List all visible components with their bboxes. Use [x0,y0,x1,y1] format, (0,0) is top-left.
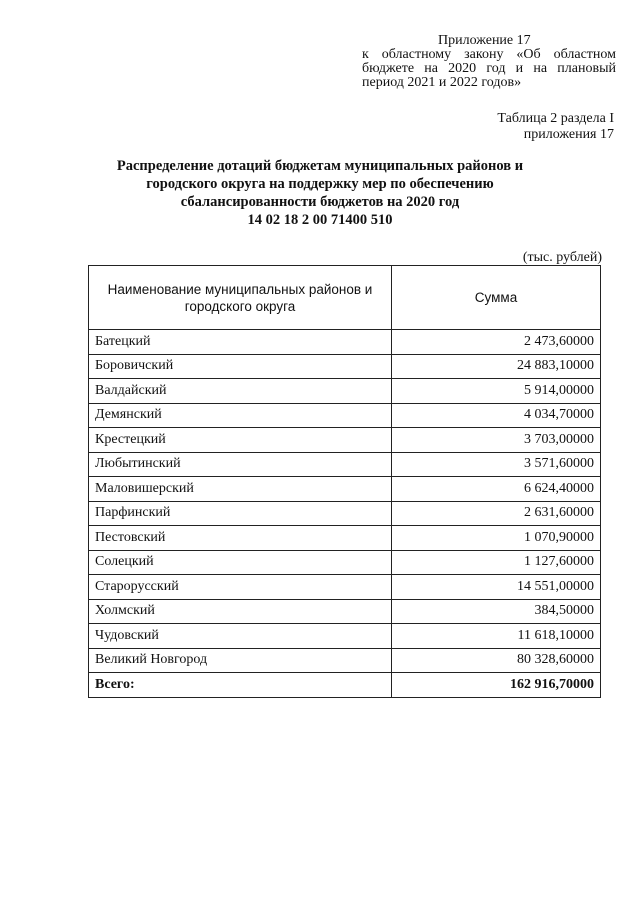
subsidies-table [88,265,601,698]
district-name: Крестецкий [89,428,392,453]
district-sum: 2 631,60000 [392,501,601,526]
table-row [89,501,601,526]
district-sum: 14 551,00000 [392,575,601,600]
total-row [89,673,601,698]
total-sum: 162 916,70000 [392,673,601,698]
district-name: Солецкий [89,550,392,575]
district-name: Батецкий [89,330,392,355]
district-name: Чудовский [89,624,392,649]
title-line: сбалансированности бюджетов на 2020 год [180,194,460,210]
district-sum: 2 473,60000 [392,330,601,355]
district-sum: 5 914,00000 [392,379,601,404]
district-sum: 4 034,70000 [392,403,601,428]
title-line: Распределение дотаций бюджетам муниципальных районов и [116,158,524,174]
district-sum: 1 070,90000 [392,526,601,551]
document-title [100,157,540,229]
budget-classification-code: 14 02 18 2 00 71400 510 [247,212,393,228]
district-sum: 1 127,60000 [392,550,601,575]
table-row [89,599,601,624]
table-row [89,452,601,477]
table-row [89,428,601,453]
table-row [89,330,601,355]
district-name: Валдайский [89,379,392,404]
district-name: Пестовский [89,526,392,551]
table-reference [497,111,614,143]
table-row [89,526,601,551]
district-sum: 6 624,40000 [392,477,601,502]
district-sum: 24 883,10000 [392,354,601,379]
district-sum: 3 571,60000 [392,452,601,477]
appendix-law-reference: к областному закону «Об областном бюджете на 2020 год и на плановый период 2021 и 2022 годов» [362,47,616,90]
table-row [89,477,601,502]
total-label: Всего: [89,673,392,698]
title-line: городского округа на поддержку мер по обеспечению [146,176,494,192]
district-name: Маловишерский [89,477,392,502]
appendix-number: Приложение 17 [438,33,531,48]
column-header-name: Наименование муниципальных районов и городского округа [89,266,392,330]
appendix-header [362,34,616,90]
district-name: Любытинский [89,452,392,477]
table-row [89,648,601,673]
district-name: Демянский [89,403,392,428]
district-sum: 11 618,10000 [392,624,601,649]
units-label: (тыс. рублей) [522,250,602,265]
table-row [89,379,601,404]
column-header-sum: Сумма [392,266,601,330]
table-reference-line2: приложения 17 [523,127,614,142]
district-name: Парфинский [89,501,392,526]
table-row [89,550,601,575]
district-name: Великий Новгород [89,648,392,673]
district-sum: 80 328,60000 [392,648,601,673]
district-sum: 384,50000 [392,599,601,624]
table-row [89,403,601,428]
district-name: Боровичский [89,354,392,379]
table-reference-line1: Таблица 2 раздела I [497,111,614,126]
district-name: Холмский [89,599,392,624]
table-header-row [89,266,601,330]
district-sum: 3 703,00000 [392,428,601,453]
table-row [89,624,601,649]
district-name: Старорусский [89,575,392,600]
table-row [89,354,601,379]
table-row [89,575,601,600]
